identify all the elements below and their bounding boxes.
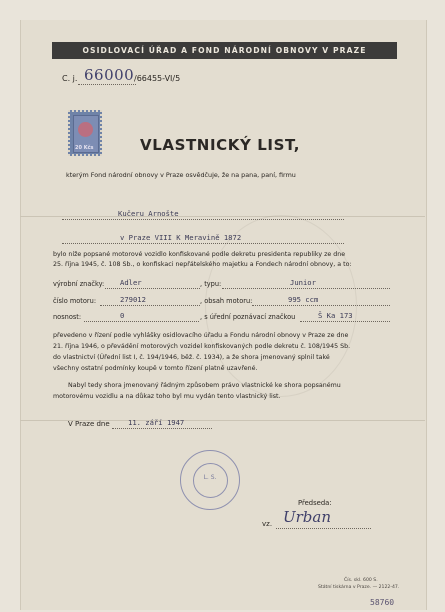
volume-line (252, 305, 390, 306)
para2-line1: převedeno v řízení podle vyhlášky osidlovacího úřadu a Fondu národní obnovy v Praze ze dne (53, 332, 349, 339)
ref-suffix: /66455-VI/5 (134, 74, 181, 83)
load-line (84, 321, 199, 322)
type-label: , typu: (200, 280, 222, 288)
signature: Urban (283, 508, 332, 526)
signature-vz: vz. (262, 520, 273, 528)
plate-line (300, 321, 390, 322)
chairman-label: Předseda: (298, 499, 332, 507)
type-line (222, 288, 390, 289)
ref-underline (78, 84, 136, 85)
official-seal (180, 450, 240, 510)
engine-value: 279012 (120, 295, 146, 304)
owner-address: v Praze VIII K Meravině 1872 (120, 233, 242, 242)
para2-line4: všechny ostatní podmínky koupě v tomto řízení platně uzavřené. (53, 365, 258, 372)
date-value: 11. září 1947 (128, 418, 185, 427)
stamp-frame (73, 115, 99, 153)
stamp-emblem (78, 122, 93, 137)
ref-prefix: C. j. (62, 74, 78, 83)
stamp-value: 20 Kčs (75, 145, 94, 151)
document-title: VLASTNICKÝ LIST, (140, 136, 300, 154)
brand-label: výrobní značky: (53, 280, 105, 288)
brand-line (105, 288, 200, 289)
volume-value: 995 ccm (288, 295, 319, 304)
type-value: Junior (290, 278, 316, 287)
owner-name-line (62, 219, 344, 220)
engine-line (100, 305, 200, 306)
revenue-stamp (68, 110, 102, 156)
footer-print-number: Čís. skl. 600 S. (344, 578, 378, 583)
footer-printer: Státní tiskárna v Praze. — 2122-47. (318, 585, 400, 590)
date-label: V Praze dne (68, 420, 110, 428)
owner-name: Kučeru Arnošte (118, 209, 179, 218)
load-label: nosnost: (53, 313, 82, 321)
volume-label: , obsah motoru: (200, 297, 253, 305)
para1-line2: 25. října 1945, č. 108 Sb., o konfiskaci nepřátelského majetku a Fondech národní obnovy, a to: (53, 261, 352, 268)
serial-number: 58760 (370, 598, 395, 607)
para2-line3: do vlastnictví (Úřední list I, č. 194/1946, běž. č. 1934), a že shora jmenovaný splnil také (53, 354, 330, 361)
paper-fold (20, 216, 425, 217)
seal-label: L. S. (203, 474, 217, 481)
para3-line2: motorovému vozidlu a na důkaz toho byl mu vydán tento vlastnický list. (53, 393, 281, 400)
engine-label: číslo motoru: (53, 297, 97, 305)
owner-address-line (62, 243, 344, 244)
para2-line2: 21. října 1946, o převádění motorových vozidel konfiskovaných podle dekretu č. 108/1945 Sb. (53, 343, 351, 350)
plate-value: Š Ka 173 (318, 311, 353, 320)
intro-text: kterým Fond národní obnovy v Praze osvědčuje, že na pana, paní, firmu (66, 171, 296, 179)
para3-line1: Nabyl tedy shora jmenovaný řádným způsobem právo vlastnické ke shora popsanému (68, 382, 341, 389)
issuing-office-header: OSIDLOVACÍ ÚŘAD A FOND NÁRODNÍ OBNOVY V PRAZE (52, 42, 397, 59)
date-line (112, 428, 212, 429)
signature-line (276, 528, 371, 529)
para1-line1: bylo níže popsané motorové vozidlo konfiskované podle dekretu presidenta republiky ze dne (53, 251, 346, 258)
load-value: 0 (120, 311, 125, 320)
brand-value: Adler (120, 278, 142, 287)
plate-label: , s úřední poznávací značkou (200, 313, 296, 321)
ref-number: 66000 (84, 66, 135, 84)
